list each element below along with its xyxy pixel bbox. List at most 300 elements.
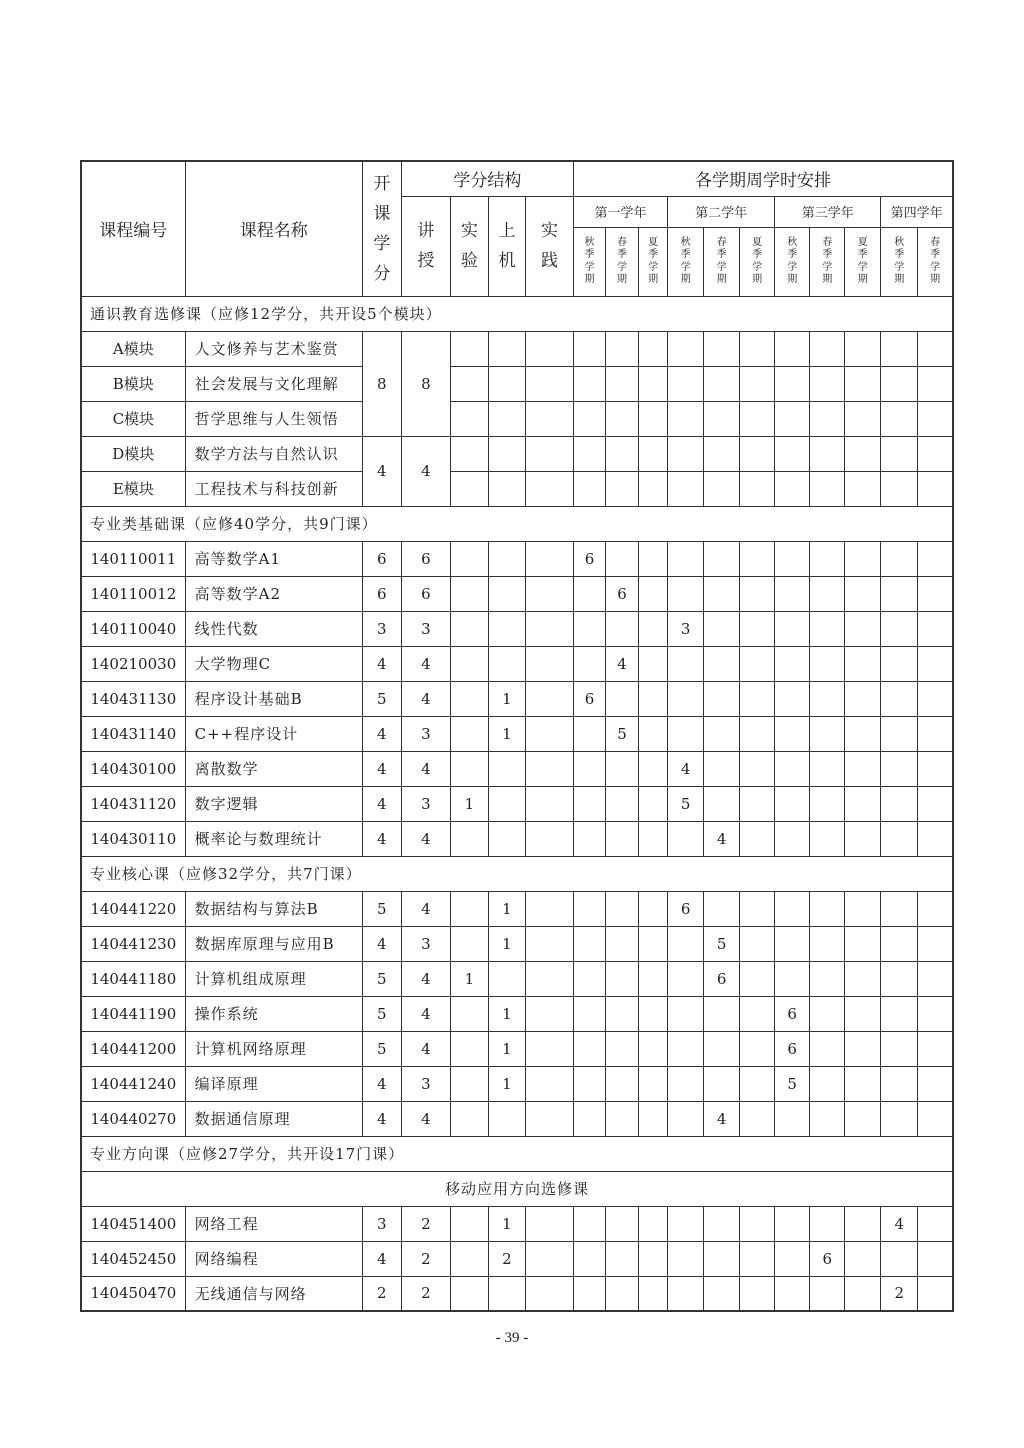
empty-cell — [704, 401, 740, 436]
course-practice — [525, 1031, 573, 1066]
course-lab — [450, 541, 488, 576]
section-header-row — [81, 856, 953, 891]
header-semester-text: 秋 季 学 期 — [680, 236, 691, 285]
semester-hours — [810, 1066, 845, 1101]
semester-hours — [881, 751, 918, 786]
semester-hours — [918, 611, 953, 646]
course-practice — [525, 716, 573, 751]
course-row — [81, 891, 953, 926]
semester-hours — [740, 1206, 775, 1241]
semester-hours — [606, 1206, 639, 1241]
course-lecture: 4 — [401, 1031, 450, 1066]
semester-hours: 5 — [704, 926, 740, 961]
header-semester-text: 夏 季 学 期 — [752, 236, 763, 285]
semester-hours — [918, 1241, 953, 1276]
empty-cell — [918, 366, 953, 401]
course-lecture: 2 — [401, 1206, 450, 1241]
header-semester — [881, 227, 918, 296]
empty-cell — [845, 331, 881, 366]
empty-cell — [810, 331, 845, 366]
semester-hours — [775, 576, 810, 611]
semester-hours — [606, 1066, 639, 1101]
course-lecture: 3 — [401, 786, 450, 821]
course-credits: 6 — [362, 576, 401, 611]
course-name: 离散数学 — [185, 751, 362, 786]
semester-hours: 4 — [704, 821, 740, 856]
semester-hours — [639, 681, 668, 716]
empty-cell — [881, 366, 918, 401]
course-lecture: 4 — [401, 891, 450, 926]
course-computer — [488, 1101, 525, 1136]
module-row — [81, 366, 953, 401]
semester-hours — [639, 716, 668, 751]
semester-hours — [574, 786, 606, 821]
empty-cell — [525, 331, 573, 366]
semester-hours — [704, 611, 740, 646]
empty-cell — [450, 471, 488, 506]
semester-hours — [574, 576, 606, 611]
course-practice — [525, 926, 573, 961]
course-credits: 5 — [362, 681, 401, 716]
semester-hours — [810, 681, 845, 716]
course-credits: 5 — [362, 996, 401, 1031]
header-semester — [606, 227, 639, 296]
semester-hours — [606, 786, 639, 821]
course-code: 140452450 — [81, 1241, 185, 1276]
semester-hours — [574, 611, 606, 646]
semester-hours — [639, 646, 668, 681]
course-name: 数据结构与算法B — [185, 891, 362, 926]
semester-hours — [740, 1241, 775, 1276]
empty-cell — [488, 471, 525, 506]
semester-hours — [606, 751, 639, 786]
header-lab — [450, 196, 488, 296]
semester-hours — [881, 961, 918, 996]
semester-hours — [775, 716, 810, 751]
course-code: 140441200 — [81, 1031, 185, 1066]
semester-hours — [740, 786, 775, 821]
section-header-row — [81, 1136, 953, 1171]
semester-hours — [918, 541, 953, 576]
semester-hours — [845, 716, 881, 751]
empty-cell — [525, 436, 573, 471]
semester-hours — [881, 646, 918, 681]
empty-cell — [845, 401, 881, 436]
semester-hours — [668, 1101, 704, 1136]
empty-cell — [450, 366, 488, 401]
empty-cell — [918, 331, 953, 366]
semester-hours — [881, 926, 918, 961]
empty-cell — [918, 436, 953, 471]
semester-hours — [704, 576, 740, 611]
semester-hours: 4 — [881, 1206, 918, 1241]
course-computer — [488, 786, 525, 821]
course-lab — [450, 611, 488, 646]
course-row — [81, 1066, 953, 1101]
header-schedule: 各学期周学时安排 — [574, 161, 954, 196]
semester-hours — [740, 1276, 775, 1311]
empty-cell — [740, 401, 775, 436]
empty-cell — [606, 331, 639, 366]
semester-hours: 6 — [574, 681, 606, 716]
semester-hours — [918, 961, 953, 996]
semester-hours: 4 — [606, 646, 639, 681]
semester-hours — [740, 646, 775, 681]
semester-hours — [845, 681, 881, 716]
module-name: 哲学思维与人生领悟 — [185, 401, 362, 436]
semester-hours: 5 — [775, 1066, 810, 1101]
course-lecture: 6 — [401, 541, 450, 576]
course-lab — [450, 1241, 488, 1276]
semester-hours — [704, 1066, 740, 1101]
course-practice — [525, 821, 573, 856]
course-computer: 1 — [488, 996, 525, 1031]
course-computer — [488, 646, 525, 681]
course-row — [81, 611, 953, 646]
semester-hours — [918, 681, 953, 716]
page-number: - 39 - — [495, 1330, 529, 1346]
course-code: 140450470 — [81, 1276, 185, 1311]
course-name: 概率论与数理统计 — [185, 821, 362, 856]
course-code: 140430100 — [81, 751, 185, 786]
semester-hours — [918, 646, 953, 681]
semester-hours — [668, 646, 704, 681]
course-computer — [488, 821, 525, 856]
semester-hours — [918, 1276, 953, 1311]
course-practice — [525, 1066, 573, 1101]
course-name: 编译原理 — [185, 1066, 362, 1101]
semester-hours — [740, 681, 775, 716]
course-practice — [525, 541, 573, 576]
semester-hours — [918, 1031, 953, 1066]
course-row — [81, 996, 953, 1031]
course-name: 网络工程 — [185, 1206, 362, 1241]
semester-hours — [881, 681, 918, 716]
course-computer — [488, 961, 525, 996]
course-lecture: 4 — [401, 1101, 450, 1136]
empty-cell — [810, 366, 845, 401]
module-lecture: 8 — [401, 331, 450, 436]
semester-hours — [639, 786, 668, 821]
semester-hours — [639, 576, 668, 611]
semester-hours — [668, 1241, 704, 1276]
course-row — [81, 786, 953, 821]
semester-hours — [606, 1101, 639, 1136]
course-name: 线性代数 — [185, 611, 362, 646]
semester-hours — [918, 1101, 953, 1136]
semester-hours — [606, 1031, 639, 1066]
module-name: 数学方法与自然认识 — [185, 436, 362, 471]
empty-cell — [574, 436, 606, 471]
semester-hours — [810, 961, 845, 996]
semester-hours — [639, 1101, 668, 1136]
semester-hours — [606, 541, 639, 576]
semester-hours — [606, 926, 639, 961]
semester-hours — [845, 996, 881, 1031]
course-computer: 2 — [488, 1241, 525, 1276]
course-row — [81, 961, 953, 996]
module-credits: 8 — [362, 331, 401, 436]
course-code: 140441220 — [81, 891, 185, 926]
semester-hours — [668, 821, 704, 856]
semester-hours — [810, 1276, 845, 1311]
header-year-1: 第一学年 — [574, 196, 668, 227]
course-row — [81, 1206, 953, 1241]
semester-hours: 5 — [668, 786, 704, 821]
semester-hours — [918, 926, 953, 961]
semester-hours — [639, 1276, 668, 1311]
course-lecture: 4 — [401, 821, 450, 856]
semester-hours: 3 — [668, 611, 704, 646]
semester-hours — [740, 576, 775, 611]
section-header: 移动应用方向选修课 — [81, 1171, 953, 1206]
course-name: 网络编程 — [185, 1241, 362, 1276]
empty-cell — [845, 366, 881, 401]
course-name: 高等数学A2 — [185, 576, 362, 611]
semester-hours — [574, 751, 606, 786]
course-row — [81, 751, 953, 786]
table-body — [81, 296, 953, 1311]
course-lab — [450, 751, 488, 786]
course-row — [81, 821, 953, 856]
semester-hours — [606, 1241, 639, 1276]
semester-hours — [918, 996, 953, 1031]
semester-hours — [704, 996, 740, 1031]
semester-hours — [775, 646, 810, 681]
course-lab — [450, 996, 488, 1031]
empty-cell — [639, 401, 668, 436]
semester-hours — [775, 751, 810, 786]
header-practice — [525, 196, 573, 296]
semester-hours — [918, 891, 953, 926]
semester-hours — [845, 821, 881, 856]
empty-cell — [845, 471, 881, 506]
header-lab-text: 实 验 — [460, 221, 478, 271]
semester-hours — [704, 786, 740, 821]
course-lecture: 2 — [401, 1241, 450, 1276]
section-header-row — [81, 506, 953, 541]
semester-hours: 6 — [668, 891, 704, 926]
course-name: 计算机组成原理 — [185, 961, 362, 996]
module-row — [81, 471, 953, 506]
empty-cell — [574, 366, 606, 401]
course-code: 140441230 — [81, 926, 185, 961]
semester-hours — [845, 1206, 881, 1241]
course-lecture: 3 — [401, 716, 450, 751]
course-row — [81, 1031, 953, 1066]
header-semester — [918, 227, 953, 296]
course-name: 程序设计基础B — [185, 681, 362, 716]
course-lab — [450, 1031, 488, 1066]
semester-hours — [606, 961, 639, 996]
semester-hours — [668, 1066, 704, 1101]
semester-hours — [668, 1031, 704, 1066]
course-name: 无线通信与网络 — [185, 1276, 362, 1311]
semester-hours — [845, 1241, 881, 1276]
semester-hours — [606, 891, 639, 926]
semester-hours — [639, 611, 668, 646]
semester-hours — [775, 1276, 810, 1311]
empty-cell — [450, 331, 488, 366]
empty-cell — [775, 401, 810, 436]
course-row — [81, 646, 953, 681]
course-lecture: 2 — [401, 1276, 450, 1311]
course-lab — [450, 821, 488, 856]
course-credits: 6 — [362, 541, 401, 576]
course-name: 高等数学A1 — [185, 541, 362, 576]
semester-hours — [740, 1066, 775, 1101]
course-name: 数据库原理与应用B — [185, 926, 362, 961]
empty-cell — [668, 401, 704, 436]
course-lab — [450, 1066, 488, 1101]
semester-hours — [810, 646, 845, 681]
course-computer — [488, 611, 525, 646]
semester-hours — [668, 681, 704, 716]
semester-hours — [775, 1101, 810, 1136]
semester-hours — [668, 961, 704, 996]
semester-hours — [845, 1031, 881, 1066]
semester-hours — [881, 1241, 918, 1276]
course-computer — [488, 576, 525, 611]
course-lab: 1 — [450, 786, 488, 821]
header-computer — [488, 196, 525, 296]
course-credits: 3 — [362, 1206, 401, 1241]
semester-hours — [574, 821, 606, 856]
header-semester-text: 春 季 学 期 — [822, 236, 833, 285]
course-code: 140210030 — [81, 646, 185, 681]
header-semester — [668, 227, 704, 296]
semester-hours — [668, 1206, 704, 1241]
semester-hours: 6 — [775, 1031, 810, 1066]
semester-hours — [918, 716, 953, 751]
semester-hours — [918, 576, 953, 611]
course-name: C++程序设计 — [185, 716, 362, 751]
semester-hours — [775, 786, 810, 821]
semester-hours — [574, 996, 606, 1031]
empty-cell — [881, 471, 918, 506]
semester-hours — [881, 1066, 918, 1101]
course-credits: 5 — [362, 961, 401, 996]
header-semester — [704, 227, 740, 296]
course-computer: 1 — [488, 1031, 525, 1066]
semester-hours — [704, 1206, 740, 1241]
course-code: 140441240 — [81, 1066, 185, 1101]
course-credits: 5 — [362, 1031, 401, 1066]
header-credits — [362, 161, 401, 296]
course-lab — [450, 891, 488, 926]
semester-hours — [639, 1031, 668, 1066]
semester-hours: 4 — [668, 751, 704, 786]
header-semester-text: 秋 季 学 期 — [894, 236, 905, 285]
course-computer — [488, 541, 525, 576]
semester-hours — [574, 1031, 606, 1066]
module-code: A模块 — [81, 331, 185, 366]
course-practice — [525, 786, 573, 821]
semester-hours — [918, 786, 953, 821]
header-computer-text: 上 机 — [498, 221, 516, 271]
semester-hours — [810, 1031, 845, 1066]
semester-hours — [704, 541, 740, 576]
course-row — [81, 716, 953, 751]
course-code: 140431130 — [81, 681, 185, 716]
course-lab — [450, 1276, 488, 1311]
empty-cell — [525, 471, 573, 506]
semester-hours — [845, 646, 881, 681]
module-code: D模块 — [81, 436, 185, 471]
semester-hours — [918, 751, 953, 786]
empty-cell — [775, 436, 810, 471]
course-code: 140110011 — [81, 541, 185, 576]
empty-cell — [639, 331, 668, 366]
course-credits: 4 — [362, 1066, 401, 1101]
course-lab — [450, 1206, 488, 1241]
semester-hours — [704, 891, 740, 926]
empty-cell — [488, 401, 525, 436]
module-credits: 4 — [362, 436, 401, 506]
empty-cell — [450, 401, 488, 436]
header-semester — [639, 227, 668, 296]
course-practice — [525, 751, 573, 786]
course-credits: 4 — [362, 716, 401, 751]
semester-hours — [845, 786, 881, 821]
empty-cell — [740, 471, 775, 506]
header-semester-text: 夏 季 学 期 — [857, 236, 868, 285]
semester-hours — [668, 926, 704, 961]
empty-cell — [775, 331, 810, 366]
course-row — [81, 1276, 953, 1311]
semester-hours — [740, 821, 775, 856]
semester-hours — [639, 821, 668, 856]
semester-hours — [810, 786, 845, 821]
header-semester-text: 春 季 学 期 — [617, 236, 628, 285]
empty-cell — [488, 331, 525, 366]
semester-hours — [881, 611, 918, 646]
course-row — [81, 1101, 953, 1136]
header-semester-text: 春 季 学 期 — [930, 236, 941, 285]
course-code: 140441190 — [81, 996, 185, 1031]
semester-hours — [881, 576, 918, 611]
semester-hours — [845, 541, 881, 576]
course-lecture: 3 — [401, 611, 450, 646]
empty-cell — [668, 471, 704, 506]
course-lecture: 4 — [401, 751, 450, 786]
course-lab — [450, 926, 488, 961]
semester-hours — [574, 716, 606, 751]
module-code: E模块 — [81, 471, 185, 506]
course-credits: 4 — [362, 646, 401, 681]
course-lab — [450, 681, 488, 716]
empty-cell — [606, 401, 639, 436]
semester-hours — [845, 611, 881, 646]
course-computer: 1 — [488, 1066, 525, 1101]
semester-hours — [810, 1101, 845, 1136]
course-credits: 4 — [362, 751, 401, 786]
course-credits: 4 — [362, 821, 401, 856]
section-header: 专业类基础课（应修40学分，共9门课） — [81, 506, 953, 541]
semester-hours — [775, 541, 810, 576]
course-practice — [525, 611, 573, 646]
header-semester — [574, 227, 606, 296]
course-lab — [450, 646, 488, 681]
header-year-4: 第四学年 — [881, 196, 953, 227]
semester-hours — [740, 716, 775, 751]
course-practice — [525, 681, 573, 716]
semester-hours — [606, 1276, 639, 1311]
empty-cell — [606, 471, 639, 506]
semester-hours: 2 — [881, 1276, 918, 1311]
empty-cell — [881, 401, 918, 436]
module-code: B模块 — [81, 366, 185, 401]
